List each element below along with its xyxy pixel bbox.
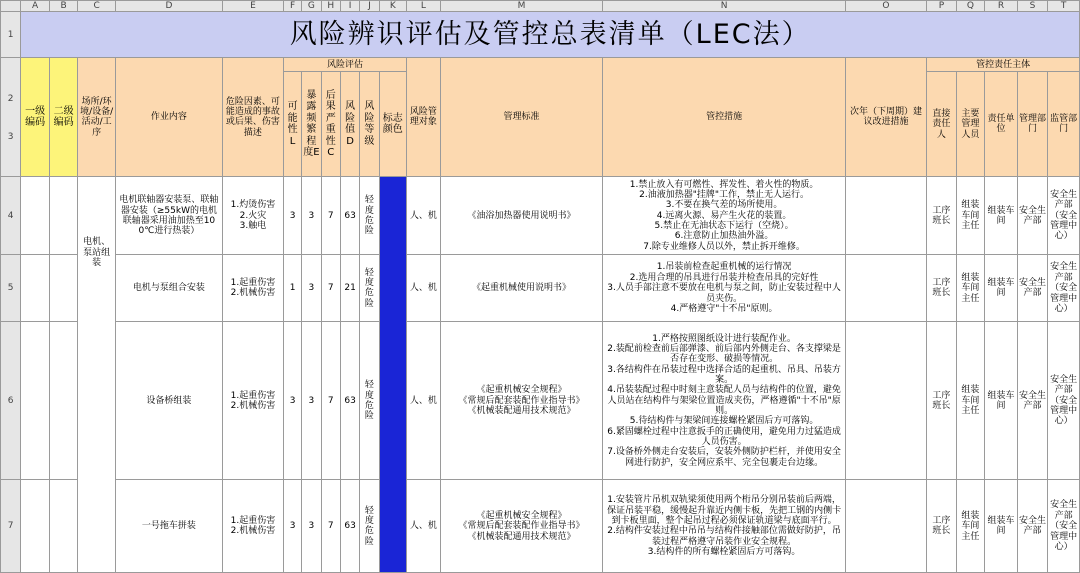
header-supervise-dept[interactable]: 监管部门 [1048,72,1080,177]
measure-item: 1.吊装前检查起重机械的运行情况 [656,262,792,273]
header-direct-person[interactable]: 直接责任人 [927,72,957,177]
header-control-measures[interactable]: 管控措施 [603,58,845,177]
column-header-l[interactable]: L [407,1,441,12]
hazard-item: 3.触电 [239,221,267,232]
measure-item: 1.严格按照图纸设计进行装配作业。 [652,333,796,344]
header-control-object[interactable]: 风险管理对象 [407,58,441,177]
mgmt-dept-cell[interactable]: 安全生产部 [1017,255,1048,322]
risk-value-cell[interactable]: 63 [340,177,359,255]
main-manager-cell[interactable]: 组装车间主任 [956,177,985,255]
supervise-dept-cell[interactable]: 安全生产部（安全管理中心） [1048,255,1080,322]
hazard-item: 2.机械伤害 [230,288,276,299]
possibility-cell[interactable]: 3 [283,177,301,255]
mgmt-dept-cell[interactable]: 安全生产部 [1017,177,1048,255]
supervise-dept-cell[interactable]: 安全生产部（安全管理中心） [1048,177,1080,255]
exposure-cell[interactable]: 3 [302,255,321,322]
measure-item: 3.各结构件在吊装过程中选择合适的起重机、吊具、吊装方案。 [607,364,841,385]
mgmt-standard-cell[interactable] [440,255,603,322]
header-responsibility[interactable]: 管控责任主体 [927,58,1080,72]
row-number-2-3[interactable] [1,58,21,177]
column-header-r[interactable]: R [985,1,1018,12]
consequence-cell[interactable]: 7 [321,177,340,255]
level1-code-cell[interactable] [21,255,50,322]
level2-code-cell[interactable] [49,322,78,480]
measure-item: 2.油液加热器"挂牌"工作，禁止无人运行。 [639,189,810,200]
header-row-2 [1,58,1080,72]
next-year-cell[interactable] [845,177,926,255]
column-header-a[interactable]: A [21,1,50,12]
job-cell[interactable]: 设备桥组装 [116,322,223,480]
sign-color-cell[interactable] [379,177,406,573]
exposure-cell[interactable]: 3 [302,322,321,480]
header-possibility[interactable]: 可能性L [283,72,301,177]
standard-item: 《机械装配通用技术规范》 [467,531,576,542]
header-main-manager[interactable]: 主要管理人员 [956,72,985,177]
header-mgmt-standard[interactable]: 管理标准 [440,58,603,177]
level2-code-cell[interactable] [49,177,78,255]
control-measures-cell[interactable] [603,322,845,480]
column-header-c[interactable]: C [78,1,116,12]
direct-person-cell[interactable]: 工序班长 [927,322,957,480]
standard-item: 《机械装配通用技术规范》 [467,406,576,417]
resp-unit-cell[interactable]: 组装车间 [985,480,1018,573]
column-header-t[interactable]: T [1048,1,1080,12]
mgmt-standard-cell[interactable] [440,177,603,255]
header-location[interactable]: 场所/环境/设备/活动/工序 [78,58,116,177]
risk-value-cell[interactable]: 21 [340,255,359,322]
column-header-s[interactable]: S [1017,1,1048,12]
control-measures-cell[interactable] [603,480,845,573]
header-next-year[interactable]: 次年（下周期）建议改进措施 [845,58,926,177]
standard-item: 《起重机械安全规程》 [476,510,567,521]
hazard-item: 1.起重伤害 [230,516,276,526]
row-number-5[interactable]: 5 [1,255,21,322]
column-header-d[interactable]: D [116,1,223,12]
select-all-corner[interactable] [1,1,21,12]
column-header-k[interactable]: K [379,1,406,12]
header-level1-code[interactable]: 一级编码 [21,58,50,177]
column-header-i[interactable]: I [340,1,359,12]
header-risk-value[interactable]: 风险值D [340,72,359,177]
hazard-cell[interactable] [222,322,283,480]
table-row [1,322,1080,480]
measure-item: 4.吊装装配过程中时刻主意装配人员与结构件的位置，避免人员站在结构件与架梁位置造成夹伤，严格遵循"十不吊"原则。 [607,385,841,417]
measure-item: 6.紧固螺栓过程中注意扳手的正确使用，避免用力过猛造成人员伤害。 [607,426,841,448]
standard-item: 《起重机械安全规程》 [476,385,567,396]
measure-item: 1.安装管片吊机双轨梁须使用两个桁吊分别吊装前后两端，保证吊装平稳，缓慢起升靠近内侧卡板，先把工钢的内侧卡到卡板里面，整个起吊过程必须保证轨道梁与底面平行。 [607,495,842,526]
resp-unit-cell[interactable]: 组装车间 [985,177,1018,255]
table-row [1,480,1080,573]
main-manager-cell[interactable]: 组装车间主任 [956,255,985,322]
consequence-cell[interactable]: 7 [321,480,340,573]
job-cell[interactable]: 一号拖车拼装 [116,480,223,573]
mgmt-dept-cell[interactable]: 安全生产部 [1017,322,1048,480]
measure-item: 3.人员手部注意不要放在电机与泵之间，防止安装过程中人员夹伤。 [607,283,841,304]
risk-value-cell[interactable]: 63 [340,322,359,480]
possibility-cell[interactable]: 1 [283,255,301,322]
row-number-2: 2 [7,94,14,105]
table-row [1,177,1080,255]
standard-item: 《常规后配套装配作业指导书》 [458,395,585,406]
consequence-cell[interactable]: 7 [321,322,340,480]
main-manager-cell[interactable]: 组装车间主任 [956,480,985,573]
direct-person-cell[interactable]: 工序班长 [927,177,957,255]
header-job-content[interactable]: 作业内容 [116,58,223,177]
header-resp-unit[interactable]: 责任单位 [985,72,1018,177]
direct-person-cell[interactable]: 工序班长 [927,255,957,322]
sheet-title[interactable]: 风险辨识评估及管控总表清单（LEC法） [21,12,1080,58]
control-measures-cell[interactable] [603,255,845,322]
hazard-cell[interactable] [222,480,283,573]
measure-item: 5.禁止在无油状态下运行（空烧）。 [654,221,794,232]
measure-item: 7.设备桥外侧走台安装后，安装外侧防护栏杆，并使用安全网进行防护，安全网应系牢、完全包裹走台边缘。 [607,447,841,468]
risk-level-cell[interactable]: 轻度危险 [360,177,379,255]
mgmt-standard-cell[interactable] [440,480,603,573]
header-risk-evaluation[interactable]: 风险评估 [283,58,406,72]
supervise-dept-cell[interactable]: 安全生产部（安全管理中心） [1048,480,1080,573]
measure-item: 2.结构件安装过程中吊吊与结构件接触部位需做好防护，吊装过程严格遵守吊装作业安全规程。 [607,526,841,547]
column-header-g[interactable]: G [302,1,321,12]
measure-item: 3.结构件的所有螺栓紧固后方可落钩。 [647,547,801,558]
mgmt-standard-cell[interactable] [440,322,603,480]
measure-item: 4.远离火源、易产生火花的装置。 [656,210,792,221]
header-sign-color[interactable]: 标志颜色 [379,72,406,177]
column-header-row [1,1,1080,12]
column-header-h[interactable]: H [321,1,340,12]
hazard-item: 2.机械伤害 [230,526,276,537]
standard-item: 《起重机械使用说明书》 [472,283,572,294]
level2-code-cell[interactable] [49,255,78,322]
hazard-item: 1.起重伤害 [230,278,276,288]
measure-item: 4.严格遵守"十不吊"原则。 [670,303,778,314]
control-object-cell[interactable]: 人、机 [407,322,441,480]
table-row [1,255,1080,322]
next-year-cell[interactable] [845,322,926,480]
hazard-cell[interactable] [222,177,283,255]
title-row [1,12,1080,58]
next-year-cell[interactable] [845,255,926,322]
direct-person-cell[interactable]: 工序班长 [927,480,957,573]
possibility-cell[interactable]: 3 [283,322,301,480]
row-number-3: 3 [7,132,14,143]
hazard-item: 1.起重伤害 [230,390,276,401]
column-header-m[interactable]: M [440,1,603,12]
measure-item: 5.待结构件与架梁间连接螺栓紧固后方可落钩。 [629,416,819,427]
level1-code-cell[interactable] [21,480,50,573]
consequence-cell[interactable]: 7 [321,255,340,322]
measure-item: 7.除专业维修人员以外，禁止拆开维修。 [643,241,805,252]
main-manager-cell[interactable]: 组装车间主任 [956,322,985,480]
header-level2-code[interactable]: 二级编码 [49,58,78,177]
location-cell[interactable]: 电机、泵站组装 [78,177,116,573]
level2-code-cell[interactable] [49,480,78,573]
column-header-o[interactable]: O [845,1,926,12]
control-object-cell[interactable]: 人、机 [407,255,441,322]
control-object-cell[interactable]: 人、机 [407,480,441,573]
exposure-cell[interactable]: 3 [302,480,321,573]
row-number-4[interactable]: 4 [1,177,21,255]
column-header-n[interactable]: N [603,1,845,12]
level1-code-cell[interactable] [21,322,50,480]
mgmt-dept-cell[interactable]: 安全生产部 [1017,480,1048,573]
column-header-e[interactable]: E [222,1,283,12]
measure-item: 2.选用合理的吊具进行吊装并检查吊具的完好性 [629,272,819,283]
standard-item: 《常规后配套装配作业指导书》 [458,521,585,532]
measure-item: 3.不要在换气差的场所使用。 [665,200,783,211]
level1-code-cell[interactable] [21,177,50,255]
header-mgmt-dept[interactable]: 管理部门 [1017,72,1048,177]
header-consequence[interactable]: 后果严重性C [321,72,340,177]
hazard-item: 2.火灾 [239,210,267,221]
risk-level-cell[interactable]: 轻度危险 [360,322,379,480]
standard-item: 《油浴加热器使用说明书》 [467,210,576,221]
column-header-p[interactable]: P [927,1,957,12]
risk-level-cell[interactable]: 轻度危险 [360,255,379,322]
row-number-1[interactable]: 1 [1,12,21,58]
risk-level-cell[interactable]: 轻度危险 [360,480,379,573]
header-hazard[interactable]: 危险因素、可能造成的事故或后果、伤害描述 [222,58,283,177]
hazard-cell[interactable] [222,255,283,322]
hazard-item: 1.灼烫伤害 [230,200,276,211]
control-object-cell[interactable]: 人、机 [407,177,441,255]
measure-item: 1.禁止放入有可燃性、挥发性、着火性的物质。 [629,179,819,190]
job-cell[interactable]: 电机与泵组合安装 [116,255,223,322]
job-cell[interactable]: 电机联轴器安装泵、联轴器安装（≥55kW的电机联轴器采用油加热至100℃进行热装） [116,177,223,255]
header-risk-level[interactable]: 风险等级 [360,72,379,177]
row-number-7[interactable]: 7 [1,480,21,573]
column-header-j[interactable]: J [360,1,379,12]
control-measures-cell[interactable] [603,177,845,255]
column-header-b[interactable]: B [49,1,78,12]
hazard-item: 2.机械伤害 [230,400,276,411]
possibility-cell[interactable]: 3 [283,480,301,573]
exposure-cell[interactable]: 3 [302,177,321,255]
column-header-q[interactable]: Q [956,1,985,12]
column-header-f[interactable]: F [283,1,301,12]
measure-item: 6.注意防止加热油外溢。 [674,231,774,242]
header-exposure[interactable]: 暴露频繁程度E [302,72,321,177]
row-number-6[interactable]: 6 [1,322,21,480]
resp-unit-cell[interactable]: 组装车间 [985,255,1018,322]
risk-value-cell[interactable]: 63 [340,480,359,573]
supervise-dept-cell[interactable]: 安全生产部（安全管理中心） [1048,322,1080,480]
resp-unit-cell[interactable]: 组装车间 [985,322,1018,480]
next-year-cell[interactable] [845,480,926,573]
measure-item: 2.装配前检查前后部弹漆、前后部内外侧走台、各支撑梁是否存在变形、破损等情况。 [607,343,841,365]
